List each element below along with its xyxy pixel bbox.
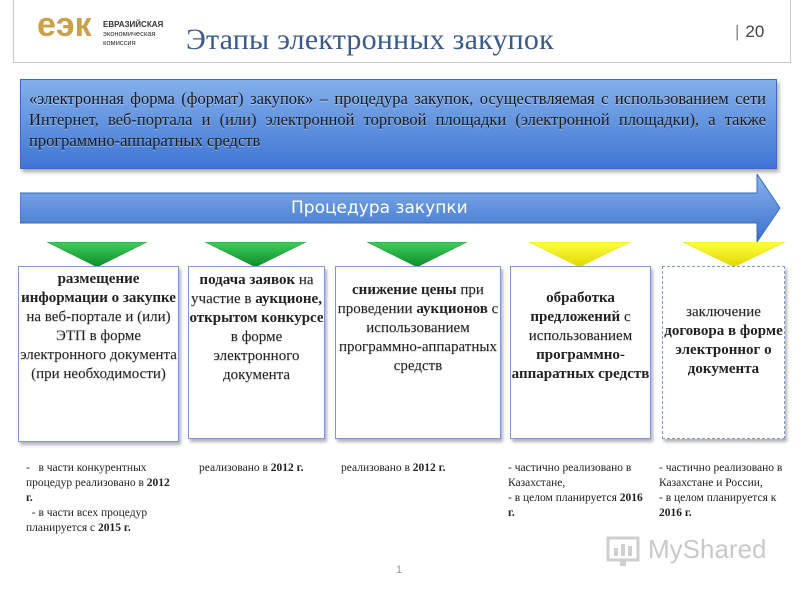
footer-page-number: 1	[396, 564, 403, 576]
stage-text: при проведении	[337, 282, 484, 317]
stage-note-line: - в целом планируется к 2016 г.	[659, 492, 780, 519]
stage-text-bold: аукционов	[416, 301, 488, 317]
eec-logo-icon	[37, 8, 97, 44]
logo-line-2: экономическая	[103, 29, 156, 38]
logo-line-1: ЕВРАЗИЙСКАЯ	[103, 20, 164, 29]
page-title: Этапы электронных закупок	[186, 23, 554, 56]
stage-text-bold: программно-аппаратных средств	[511, 347, 650, 382]
stage-box	[510, 266, 651, 439]
stage-note-line: - частично реализовано в Казахстане и России,	[659, 462, 786, 489]
stage-note-line: реализовано в 2012 г.	[199, 462, 304, 474]
stage-down-arrow-icon	[47, 242, 147, 268]
stage-note	[26, 461, 176, 536]
stage-text: на участие в	[191, 272, 314, 307]
definition-text: «электронная форма (формат) закупок» – процедура закупок, осуществляемая с использованием сети Интернет, веб-портала и (или) электронной торговой площадки (электронной площадки), а также программно-аппаратных средств	[29, 89, 766, 150]
logo-caption	[103, 20, 193, 47]
slide-number-value: 20	[745, 22, 765, 41]
stage-box	[335, 266, 501, 439]
stage-down-arrow-icon	[205, 242, 306, 268]
stage-note	[199, 461, 329, 476]
stage-note-line: - в части конкурентных процедур реализовано в 2012 г.	[26, 462, 173, 504]
stage-text-bold: подача заявок	[199, 272, 296, 288]
stage-down-arrow-icon	[367, 242, 467, 268]
stage-box	[662, 266, 785, 439]
stage-note	[659, 461, 784, 521]
process-arrow-label: Процедура закупки	[291, 198, 468, 218]
stage-text: в форме электронного документа	[213, 329, 300, 383]
myshared-logo-icon	[606, 534, 646, 568]
stage-down-arrow-icon	[529, 242, 630, 268]
slide-number-separator: |	[735, 22, 740, 41]
stage-note	[341, 461, 471, 476]
stage-text-bold: снижение цены	[352, 282, 457, 298]
stage-text-bold: размещение информации о закупке	[21, 271, 176, 306]
myshared-watermark: MyShared	[648, 534, 767, 564]
stage-note-line: - в целом планируется 2016 г.	[508, 492, 646, 519]
svg-text:еэк: еэк	[37, 8, 92, 44]
stage-text: на веб-портале и (или) ЭТП в форме электронного документа (при необходимости)	[20, 309, 177, 382]
stage-note-line: - в части всех процедур планируется с 2015 г.	[26, 507, 150, 534]
stage-note-line: реализовано в 2012 г.	[341, 462, 446, 474]
stage-box	[18, 266, 179, 442]
stage-note	[508, 461, 648, 521]
stage-box	[188, 266, 325, 439]
stage-text-bold: договора в форме электронног о документа	[664, 323, 783, 377]
definition-box	[20, 79, 777, 169]
stage-text-bold: аукционе, открытом конкурсе	[189, 291, 324, 326]
slide-number	[735, 22, 764, 42]
stage-text-bold: обработка предложений	[530, 290, 621, 325]
stage-text: с использованием программно-аппаратных средств	[339, 301, 499, 374]
logo-line-3: комиссия	[103, 38, 136, 47]
stage-note-line: - частично реализовано в Казахстане,	[508, 462, 635, 489]
stage-down-arrow-icon	[683, 242, 785, 268]
stage-text: с использованием	[528, 309, 633, 344]
stage-text: заключение	[686, 304, 761, 320]
